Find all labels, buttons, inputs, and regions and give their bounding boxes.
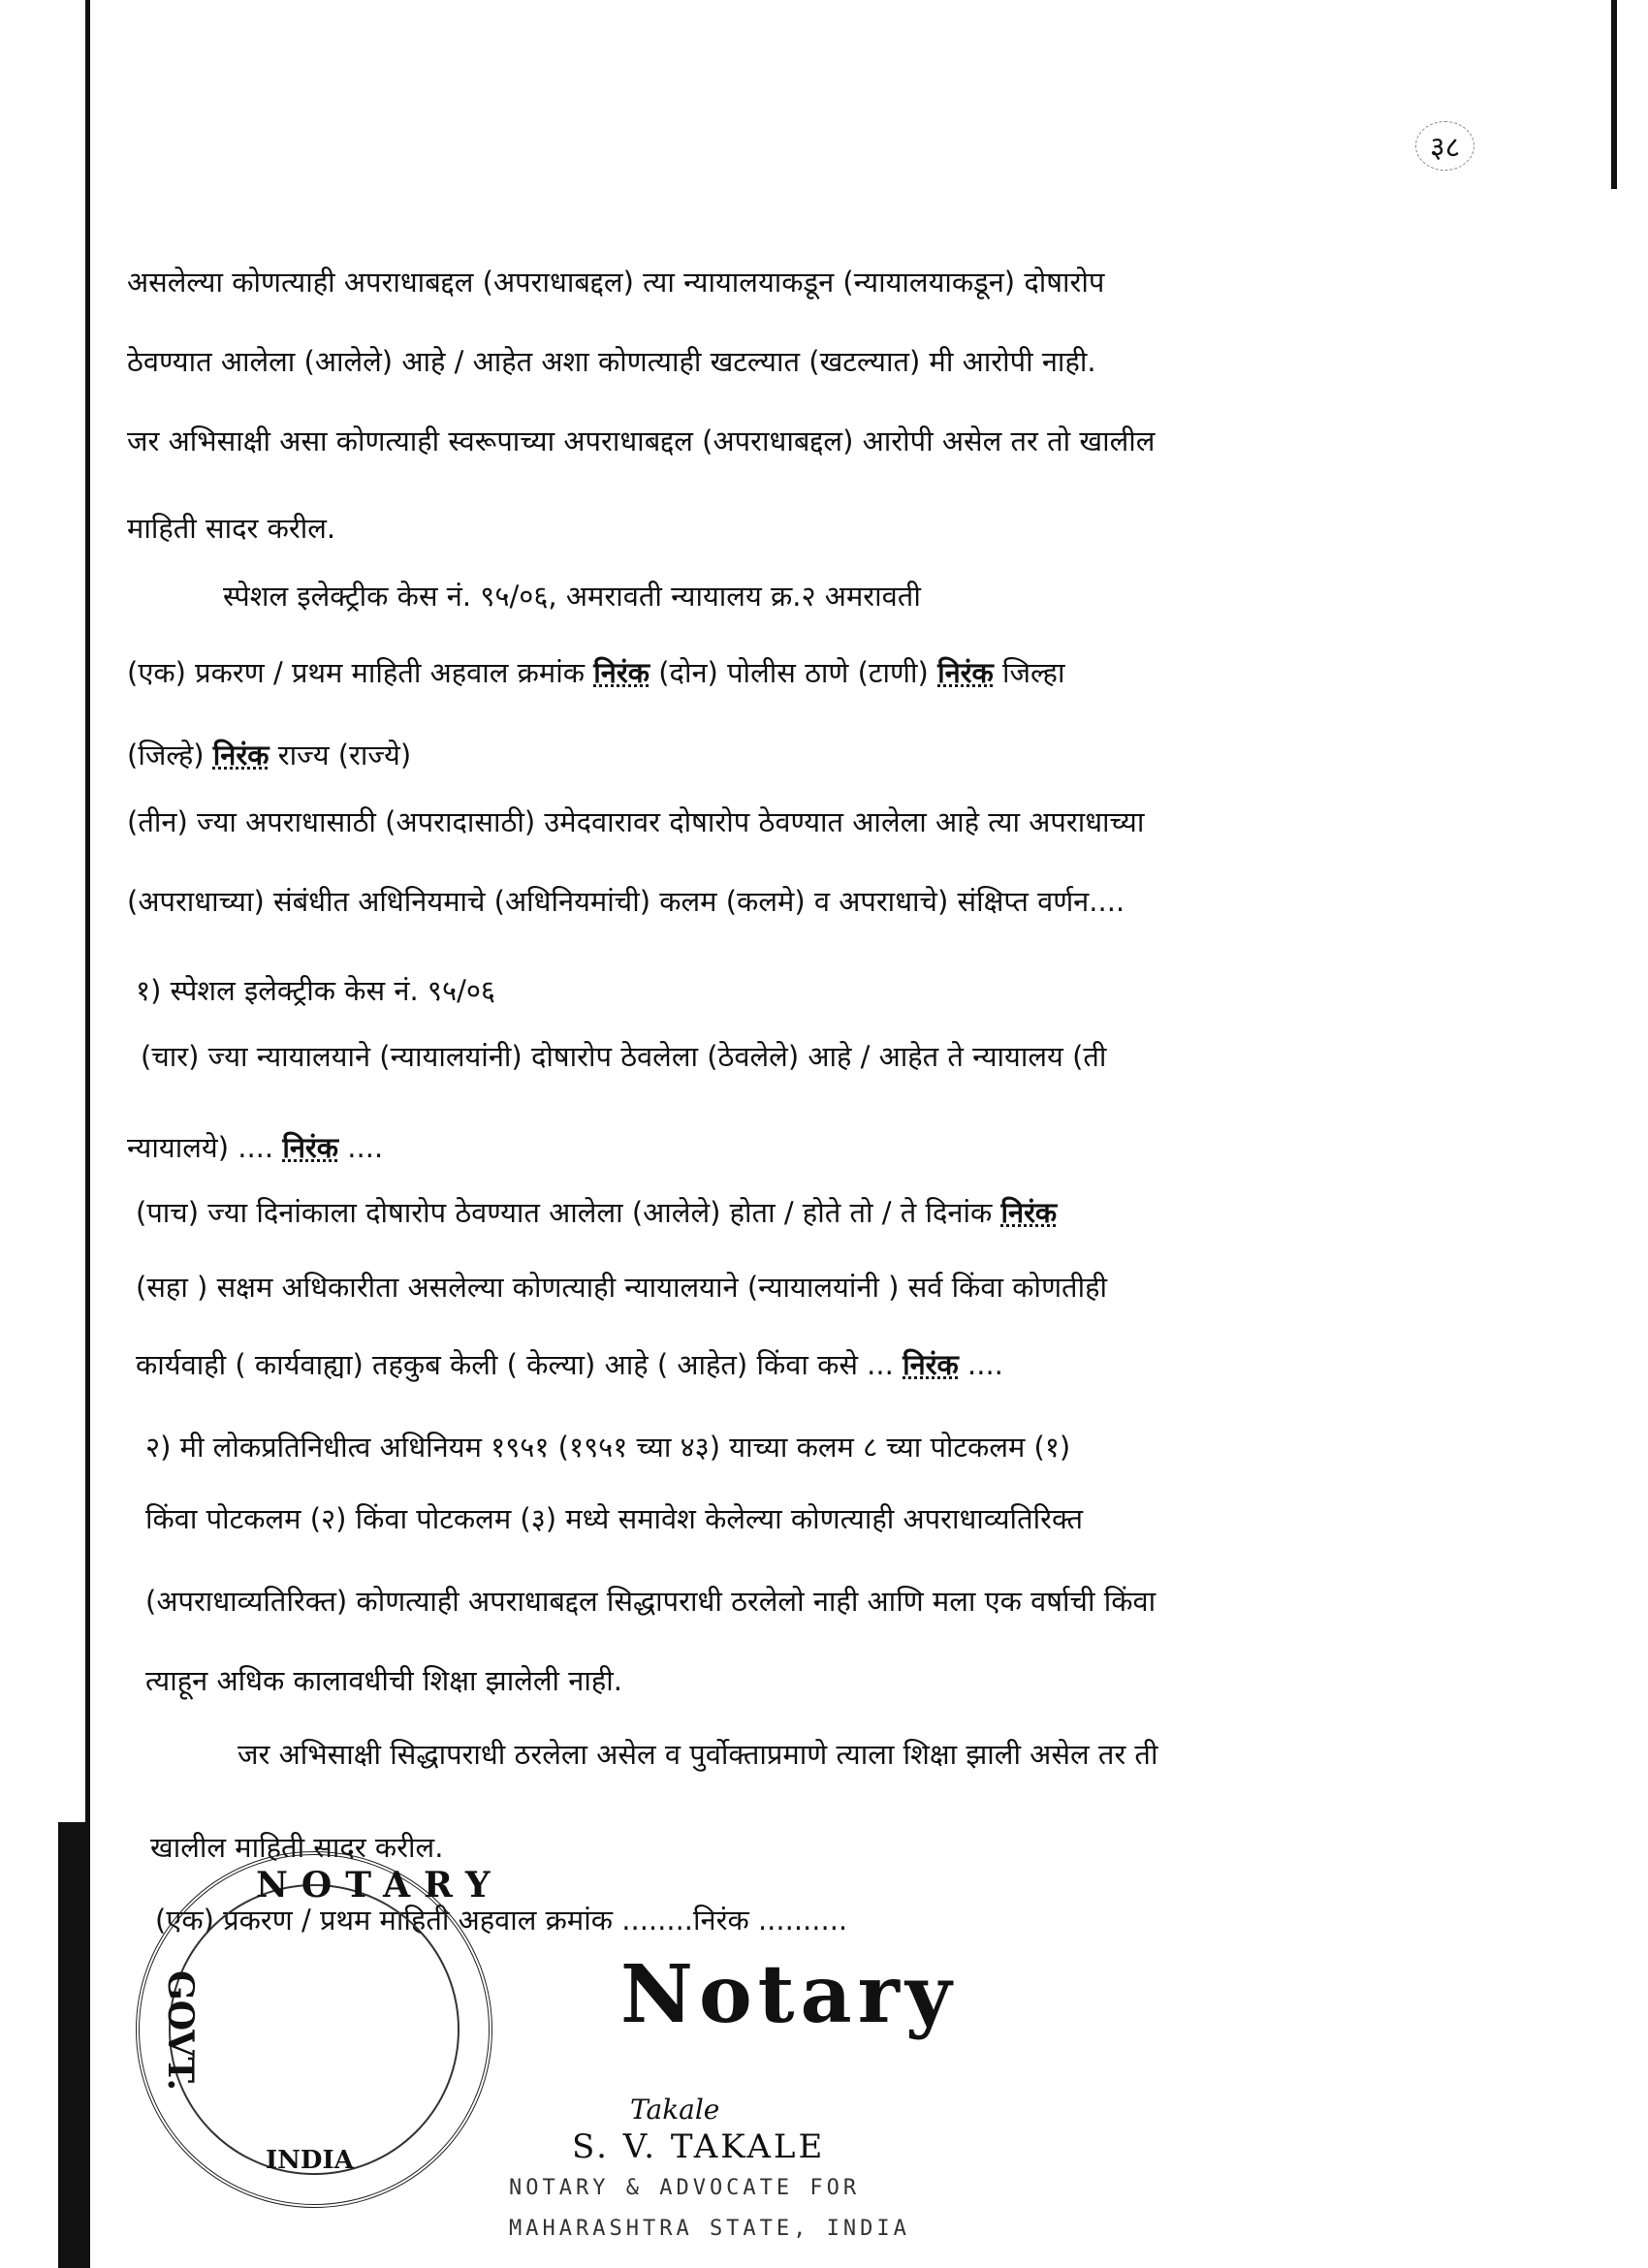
text-line: स्पेशल इलेक्ट्रीक केस नं. ९५/०६, अमरावती न्यायालय क्र.२ अमरावती <box>223 580 921 613</box>
text-line: ठेवण्यात आलेला (आलेले) आहे / आहेत अशा कोणत्याही खटल्यात (खटल्यात) मी आरोपी नाही. <box>127 345 1096 378</box>
nil-value: निरंक <box>1000 1196 1058 1229</box>
text-line <box>136 1193 1057 1232</box>
text-line: किंवा पोटकलम (२) किंवा पोटकलम (३) मध्ये समावेश केलेल्या कोणत्याही अपराधाव्यतिरिक्त <box>145 1502 1084 1535</box>
notary-heading: Notary <box>620 1948 958 2041</box>
text-line: माहिती सादर करील. <box>127 512 336 545</box>
nil-value: निरंक <box>212 739 269 772</box>
text: (जिल्हे) <box>127 739 213 772</box>
notary-name: S. V. TAKALE <box>572 2127 826 2166</box>
text-line: (तीन) ज्या अपराधासाठी (अपरादासाठी) उमेदवारावर दोषारोप ठेवण्यात आलेला आहे त्या अपराधाच्या <box>127 805 1145 838</box>
text-line: २) मी लोकप्रतिनिधीत्व अधिनियम १९५१ (१९५१ च्या ४३) याच्या कलम ८ च्या पोटकलम (१) <box>145 1431 1071 1464</box>
text-line <box>127 736 411 774</box>
text: .... <box>338 1131 384 1164</box>
nil-value: निरंक <box>937 656 994 689</box>
seal-inner-ring <box>169 1884 460 2175</box>
notary-jurisdiction: MAHARASHTRA STATE, INDIA <box>509 2217 910 2241</box>
page-number: ३८ <box>1415 121 1474 171</box>
text-line: जर अभिसाक्षी असा कोणत्याही स्वरूपाच्या अपराधाबद्दल (अपराधाबद्दल) आरोपी असेल तर तो खालील <box>127 425 1156 457</box>
signature: Takale <box>630 2094 720 2126</box>
text-line: (एक) प्रकरण / प्रथम माहिती अहवाल क्रमांक ........निरंक .......... <box>155 1904 848 1937</box>
text-line: जर अभिसाक्षी सिद्धापराधी ठरलेला असेल व पुर्वोक्ताप्रमाणे त्याला शिक्षा झाली असेल तर ती <box>238 1738 1158 1771</box>
nil-value: निरंक <box>903 1348 959 1381</box>
text: कार्यवाही ( कार्यवाह्या) तहकुब केली ( केल्या) आहे ( आहेत) किंवा कसे ... <box>136 1348 903 1381</box>
text-line: खालील माहिती सादर करील. <box>150 1831 444 1864</box>
text-line: असलेल्या कोणत्याही अपराधाबद्दल (अपराधाबद्दल) त्या न्यायालयाकडून (न्यायालयाकडून) दोषारोप <box>127 266 1105 299</box>
scan-edge-mark <box>1611 0 1617 189</box>
text: (दोन) पोलीस ठाणे (टाणी) <box>650 656 938 689</box>
text-line: (अपराधाच्या) संबंधीत अधिनियमाचे (अधिनियमांची) कलम (कलमे) व अपराधाचे) संक्षिप्त वर्णन.... <box>127 885 1125 918</box>
text-line: (चार) ज्या न्यायालयाने (न्यायालयांनी) दोषारोप ठेवलेला (ठेवलेले) आहे / आहेत ते न्यायालय (ती <box>141 1040 1107 1073</box>
nil-value: निरंक <box>593 656 650 689</box>
seal-text: GOVT. <box>160 1969 202 2092</box>
seal-text: INDIA <box>266 2146 354 2175</box>
text: न्यायालये) .... <box>127 1131 283 1164</box>
text-line <box>127 1128 383 1167</box>
text-line: १) स्पेशल इलेक्ट्रीक केस नं. ९५/०६ <box>136 974 496 1007</box>
binding-shadow <box>58 1822 87 2268</box>
text-line: (सहा ) सक्षम अधिकारीता असलेल्या कोणत्याही न्यायालयाने (न्यायालयांनी ) सर्व किंवा कोणतीही <box>136 1271 1107 1304</box>
notary-designation: NOTARY & ADVOCATE FOR <box>509 2176 861 2200</box>
text-line: त्याहून अधिक कालावधीची शिक्षा झालेली नाही. <box>145 1664 622 1697</box>
seal-text: NOTARY <box>256 1865 504 1906</box>
text-line <box>127 653 1064 692</box>
text: राज्य (राज्ये) <box>269 739 412 772</box>
text: जिल्हा <box>993 656 1065 689</box>
text: (एक) प्रकरण / प्रथम माहिती अहवाल क्रमांक <box>127 656 594 689</box>
text: (पाच) ज्या दिनांकाला दोषारोप ठेवण्यात आलेला (आलेले) होता / होते तो / ते दिनांक <box>136 1196 1001 1229</box>
nil-value: निरंक <box>282 1131 339 1164</box>
text: .... <box>958 1348 1003 1381</box>
text-line <box>136 1345 1003 1384</box>
text-line: (अपराधाव्यतिरिक्त) कोणत्याही अपराधाबद्दल सिद्धापराधी ठरलेलो नाही आणि मला एक वर्षाची किंवा <box>145 1585 1157 1618</box>
